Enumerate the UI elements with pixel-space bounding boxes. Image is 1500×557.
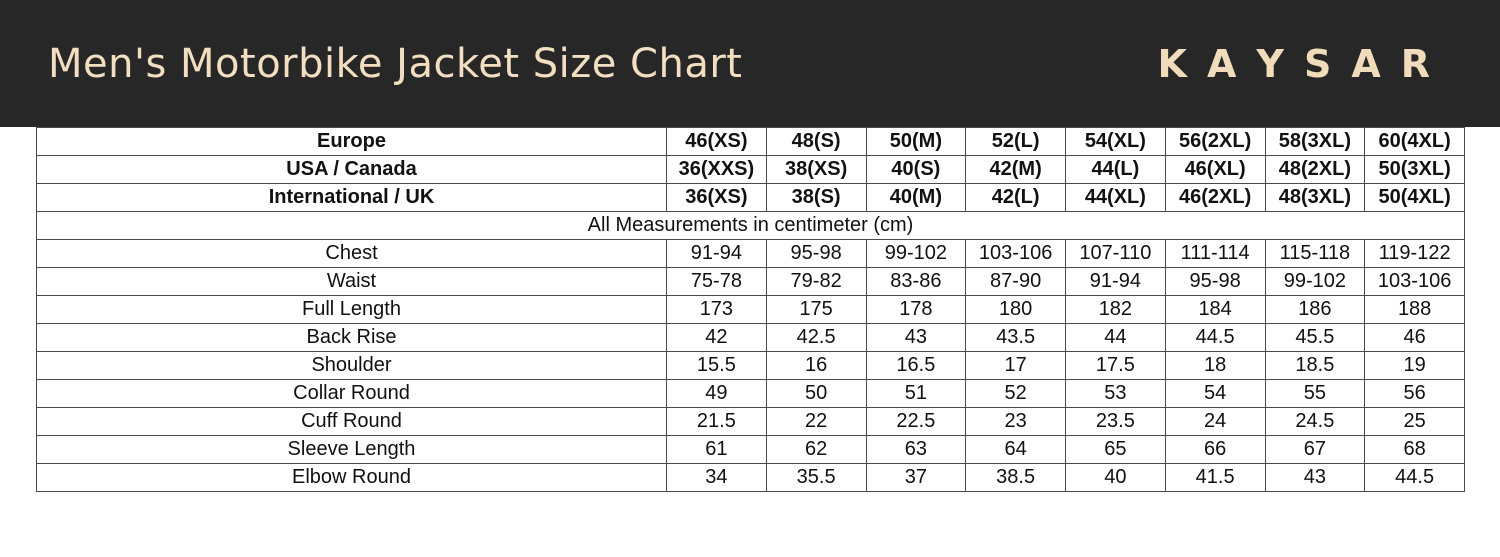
cell: 68 — [1365, 436, 1465, 464]
cell: 25 — [1365, 408, 1465, 436]
measurement-unit-note-row — [37, 212, 1465, 240]
cell: 44(L) — [1066, 156, 1166, 184]
table-row — [37, 184, 1465, 212]
cell: 188 — [1365, 296, 1465, 324]
cell: 64 — [966, 436, 1066, 464]
cell: 42(L) — [966, 184, 1066, 212]
cell: 60(4XL) — [1365, 128, 1465, 156]
cell: 24 — [1165, 408, 1265, 436]
cell: 46(2XL) — [1165, 184, 1265, 212]
cell: 52 — [966, 380, 1066, 408]
cell: 43 — [866, 324, 966, 352]
cell: 65 — [1066, 436, 1166, 464]
cell: 38(S) — [766, 184, 866, 212]
cell: 50(3XL) — [1365, 156, 1465, 184]
row-label: USA / Canada — [37, 156, 667, 184]
cell: 53 — [1066, 380, 1166, 408]
cell: 178 — [866, 296, 966, 324]
cell: 87-90 — [966, 268, 1066, 296]
cell: 22.5 — [866, 408, 966, 436]
cell: 38.5 — [966, 464, 1066, 492]
cell: 40(M) — [866, 184, 966, 212]
cell: 44(XL) — [1066, 184, 1166, 212]
cell: 42 — [667, 324, 767, 352]
cell: 24.5 — [1265, 408, 1365, 436]
cell: 67 — [1265, 436, 1365, 464]
row-label: International / UK — [37, 184, 667, 212]
cell: 15.5 — [667, 352, 767, 380]
cell: 18 — [1165, 352, 1265, 380]
cell: 43.5 — [966, 324, 1066, 352]
cell: 43 — [1265, 464, 1365, 492]
cell: 52(L) — [966, 128, 1066, 156]
cell: 38(XS) — [766, 156, 866, 184]
table-row — [37, 380, 1465, 408]
brand-letter-6: R — [1400, 41, 1432, 86]
cell: 182 — [1066, 296, 1166, 324]
cell: 58(3XL) — [1265, 128, 1365, 156]
cell: 103-106 — [966, 240, 1066, 268]
measurement-unit-note: All Measurements in centimeter (cm) — [37, 212, 1465, 240]
cell: 44.5 — [1365, 464, 1465, 492]
cell: 107-110 — [1066, 240, 1166, 268]
brand-logo — [1157, 41, 1452, 86]
cell: 66 — [1165, 436, 1265, 464]
cell: 91-94 — [667, 240, 767, 268]
row-label: Europe — [37, 128, 667, 156]
cell: 99-102 — [1265, 268, 1365, 296]
cell: 34 — [667, 464, 767, 492]
cell: 45.5 — [1265, 324, 1365, 352]
cell: 103-106 — [1365, 268, 1465, 296]
table-row — [37, 268, 1465, 296]
cell: 16.5 — [866, 352, 966, 380]
cell: 50(M) — [866, 128, 966, 156]
cell: 44.5 — [1165, 324, 1265, 352]
brand-letter-3: Y — [1256, 41, 1286, 86]
page-title: Men's Motorbike Jacket Size Chart — [48, 40, 743, 87]
cell: 91-94 — [1066, 268, 1166, 296]
table-row — [37, 296, 1465, 324]
row-label: Back Rise — [37, 324, 667, 352]
brand-letter-4: S — [1303, 41, 1334, 86]
cell: 111-114 — [1165, 240, 1265, 268]
cell: 184 — [1165, 296, 1265, 324]
cell: 50 — [766, 380, 866, 408]
cell: 55 — [1265, 380, 1365, 408]
cell: 61 — [667, 436, 767, 464]
cell: 49 — [667, 380, 767, 408]
cell: 36(XXS) — [667, 156, 767, 184]
cell: 17 — [966, 352, 1066, 380]
cell: 42.5 — [766, 324, 866, 352]
row-label: Full Length — [37, 296, 667, 324]
cell: 46(XS) — [667, 128, 767, 156]
cell: 41.5 — [1165, 464, 1265, 492]
cell: 119-122 — [1365, 240, 1465, 268]
cell: 180 — [966, 296, 1066, 324]
cell: 48(3XL) — [1265, 184, 1365, 212]
cell: 21.5 — [667, 408, 767, 436]
cell: 23.5 — [1066, 408, 1166, 436]
row-label: Chest — [37, 240, 667, 268]
cell: 115-118 — [1265, 240, 1365, 268]
cell: 95-98 — [766, 240, 866, 268]
cell: 75-78 — [667, 268, 767, 296]
cell: 79-82 — [766, 268, 866, 296]
table-row — [37, 408, 1465, 436]
cell: 51 — [866, 380, 966, 408]
cell: 35.5 — [766, 464, 866, 492]
cell: 40 — [1066, 464, 1166, 492]
cell: 46(XL) — [1165, 156, 1265, 184]
size-chart-table — [36, 127, 1465, 492]
cell: 83-86 — [866, 268, 966, 296]
cell: 63 — [866, 436, 966, 464]
cell: 56(2XL) — [1165, 128, 1265, 156]
row-label: Shoulder — [37, 352, 667, 380]
cell: 42(M) — [966, 156, 1066, 184]
table-row — [37, 156, 1465, 184]
cell: 44 — [1066, 324, 1166, 352]
cell: 16 — [766, 352, 866, 380]
cell: 175 — [766, 296, 866, 324]
cell: 46 — [1365, 324, 1465, 352]
row-label: Sleeve Length — [37, 436, 667, 464]
cell: 48(S) — [766, 128, 866, 156]
cell: 23 — [966, 408, 1066, 436]
row-label: Cuff Round — [37, 408, 667, 436]
cell: 54(XL) — [1066, 128, 1166, 156]
cell: 50(4XL) — [1365, 184, 1465, 212]
row-label: Collar Round — [37, 380, 667, 408]
cell: 95-98 — [1165, 268, 1265, 296]
table-row — [37, 464, 1465, 492]
cell: 186 — [1265, 296, 1365, 324]
cell: 54 — [1165, 380, 1265, 408]
cell: 48(2XL) — [1265, 156, 1365, 184]
table-row — [37, 436, 1465, 464]
cell: 22 — [766, 408, 866, 436]
cell: 19 — [1365, 352, 1465, 380]
cell: 37 — [866, 464, 966, 492]
row-label: Waist — [37, 268, 667, 296]
size-chart-container — [0, 127, 1500, 492]
cell: 40(S) — [866, 156, 966, 184]
brand-letter-1: K — [1157, 41, 1189, 86]
cell: 36(XS) — [667, 184, 767, 212]
cell: 17.5 — [1066, 352, 1166, 380]
table-row — [37, 324, 1465, 352]
table-row — [37, 352, 1465, 380]
table-row — [37, 128, 1465, 156]
page-header — [0, 0, 1500, 127]
cell: 173 — [667, 296, 767, 324]
cell: 18.5 — [1265, 352, 1365, 380]
table-row — [37, 240, 1465, 268]
cell: 99-102 — [866, 240, 966, 268]
cell: 56 — [1365, 380, 1465, 408]
brand-letter-2: A — [1206, 41, 1239, 86]
brand-letter-5: A — [1351, 41, 1383, 86]
cell: 62 — [766, 436, 866, 464]
row-label: Elbow Round — [37, 464, 667, 492]
